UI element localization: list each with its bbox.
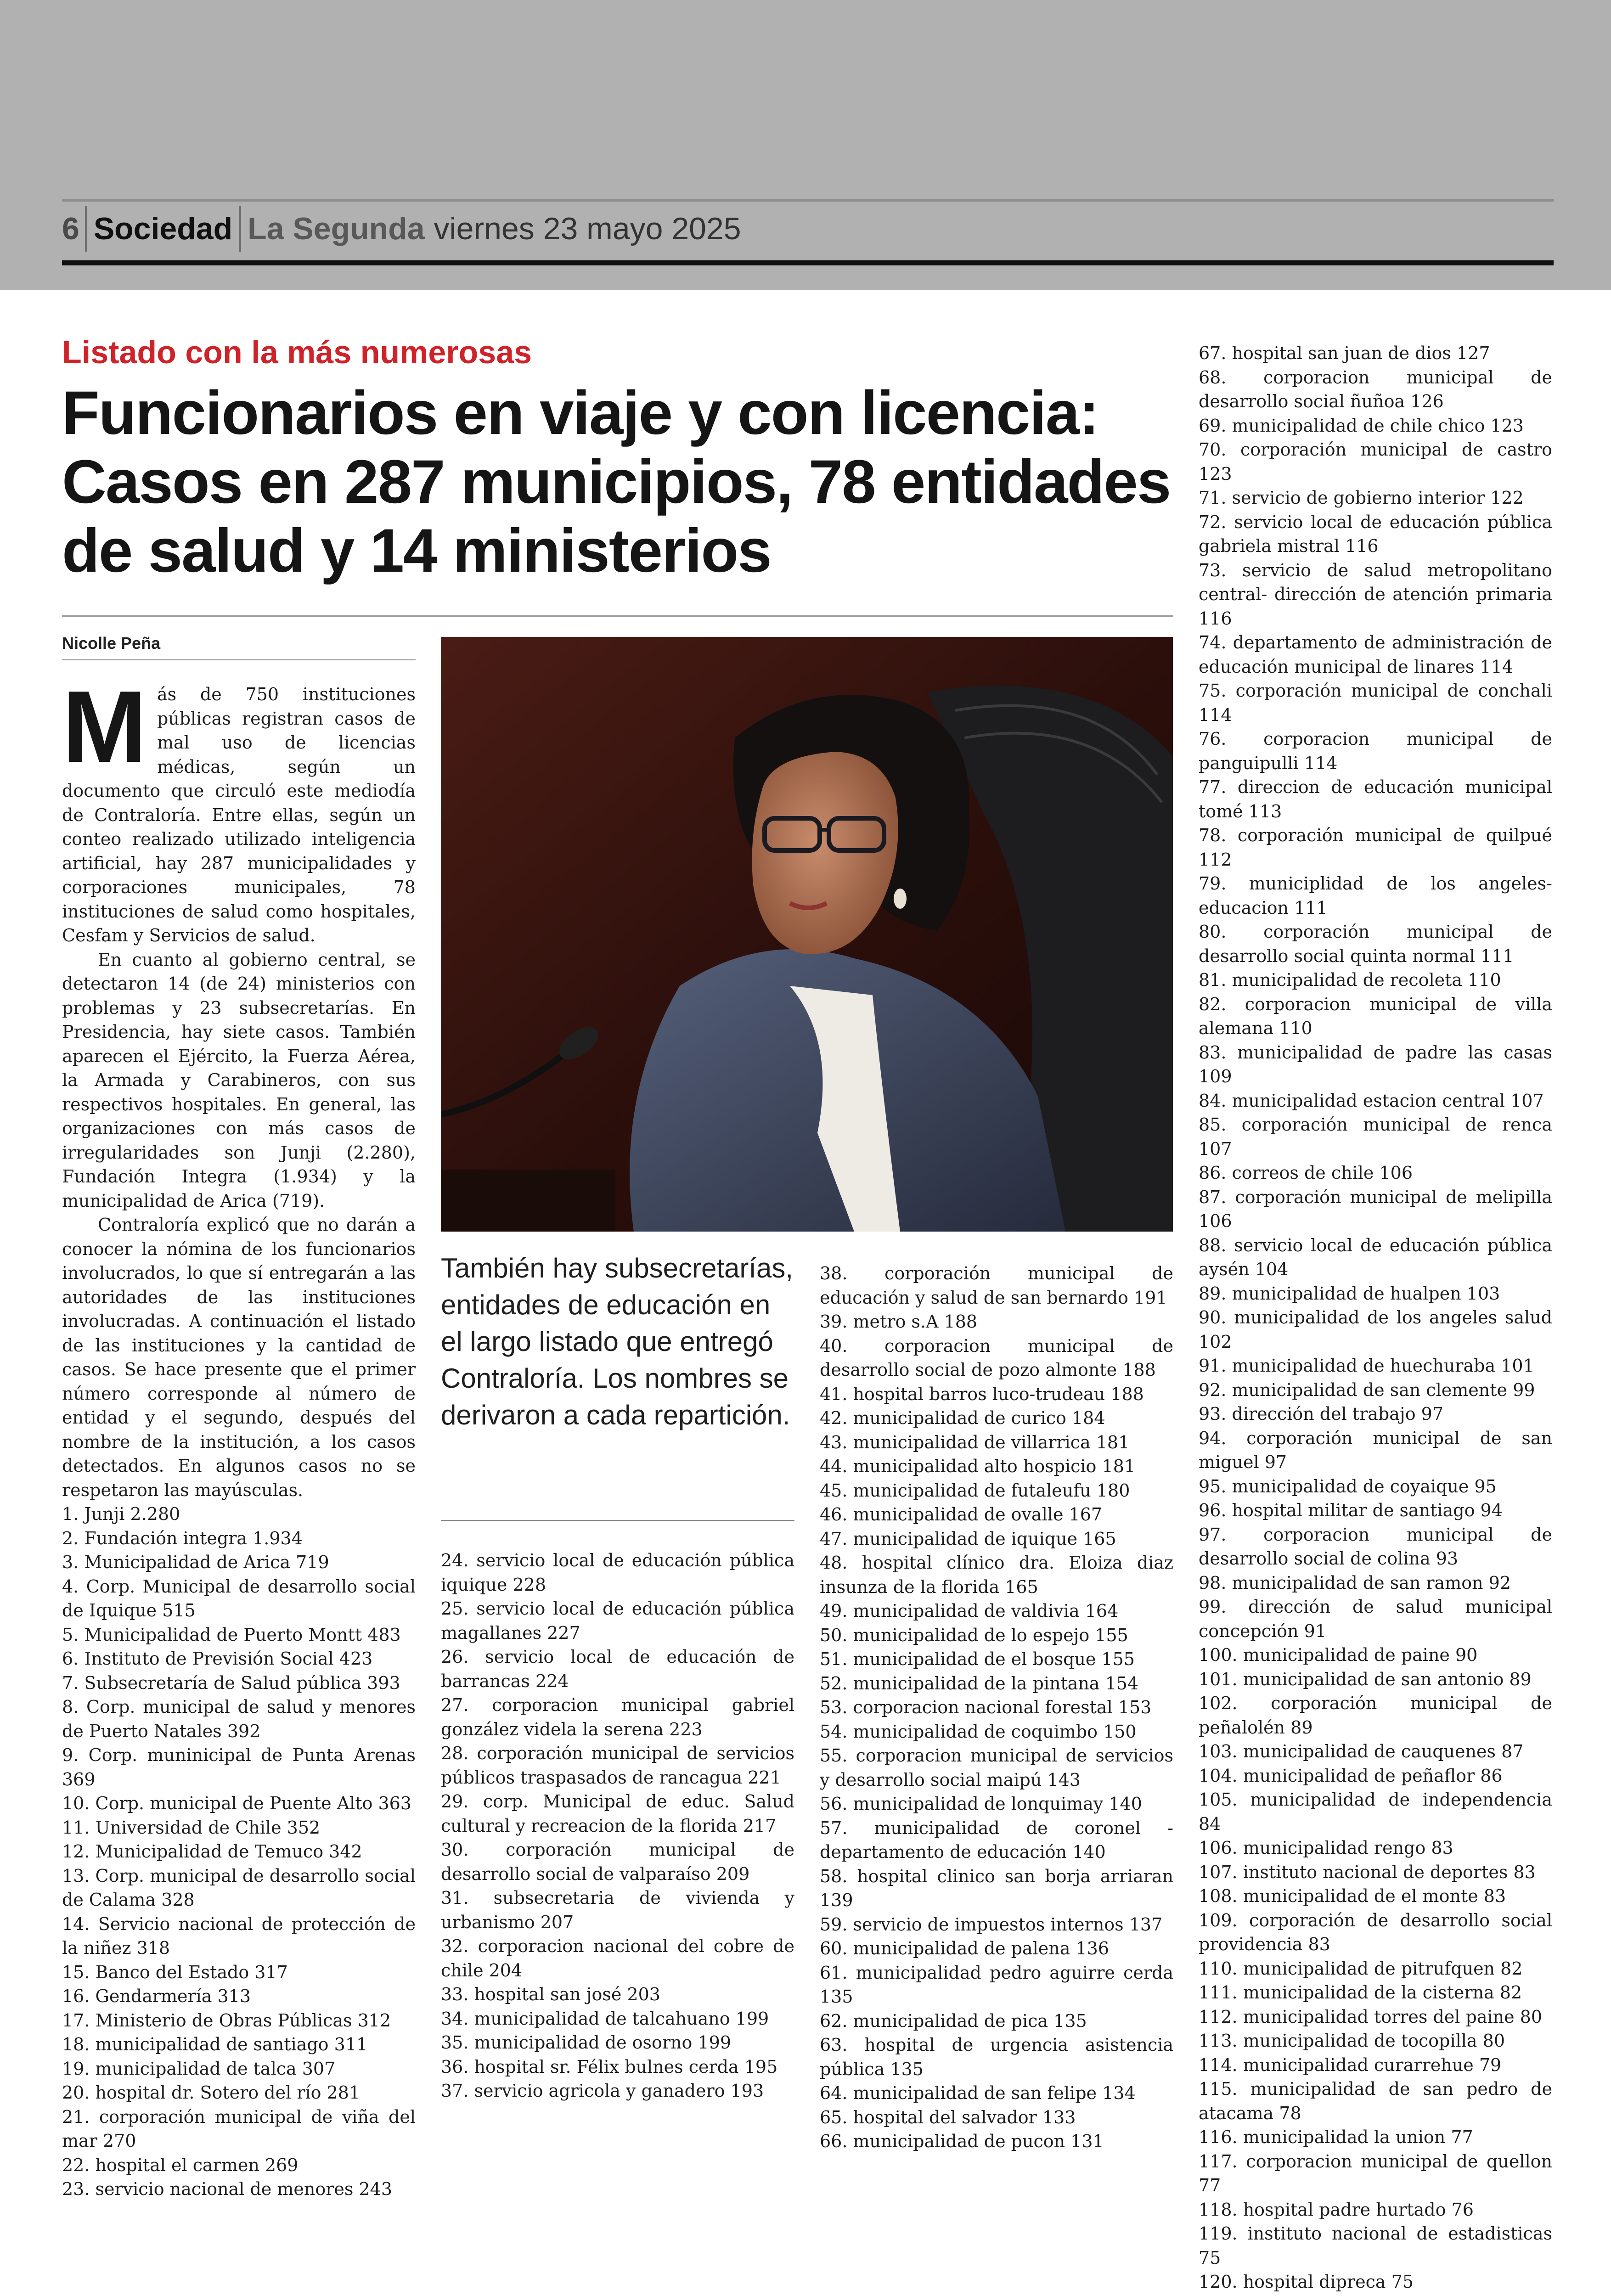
institution-list-item: 65. hospital del salvador 133 bbox=[820, 2105, 1173, 2130]
institution-list-item: 10. Corp. municipal de Puente Alto 363 bbox=[62, 1791, 416, 1816]
institution-list-item: 61. municipalidad pedro aguirre cerda 135 bbox=[820, 1961, 1173, 2009]
institution-list-item: 42. municipalidad de curico 184 bbox=[820, 1406, 1173, 1430]
institution-list-item: 19. municipalidad de talca 307 bbox=[62, 2057, 416, 2081]
institution-list-item: 17. Ministerio de Obras Públicas 312 bbox=[62, 2009, 416, 2033]
institution-list-item: 44. municipalidad alto hospicio 181 bbox=[820, 1454, 1173, 1479]
institution-list-item: 116. municipalidad la union 77 bbox=[1199, 2125, 1552, 2150]
institution-list-item: 12. Municipalidad de Temuco 342 bbox=[62, 1840, 416, 1864]
institution-list-item: 31. subsecretaria de vivienda y urbanismo 207 bbox=[441, 1886, 794, 1934]
institution-list-item: 109. corporación de desarrollo social providencia 83 bbox=[1199, 1908, 1552, 1957]
institution-list-item: 9. Corp. muninicipal de Punta Arenas 369 bbox=[62, 1743, 416, 1791]
institution-list-item: 93. dirección del trabajo 97 bbox=[1199, 1402, 1552, 1426]
institution-list-item: 54. municipalidad de coquimbo 150 bbox=[820, 1720, 1173, 1744]
institution-list-item: 7. Subsecretaría de Salud pública 393 bbox=[62, 1671, 416, 1695]
institution-list-item: 117. corporacion municipal de quellon 77 bbox=[1199, 2150, 1552, 2198]
institution-list-item: 99. dirección de salud municipal concepción 91 bbox=[1199, 1595, 1552, 1643]
paragraph-3: Contraloría explicó que no darán a conocer la nómina de los funcionarios involucrados, lo que sí entregarán a las autoridades de las instituciones involucradas. A continuación el listado de las instituciones y la cantidad de casos. Se hace presente que el primer número corresponde al número de entidad y el segundo, después del nombre de la institución, a los casos detectados. En algunos casos no se respetaron las mayúsculas. bbox=[62, 1213, 416, 1502]
paragraph-2: En cuanto al gobierno central, se detectaron 14 (de 24) ministerios con problemas y 23 subsecretarías. En Presidencia, hay siete casos. También aparecen el Ejército, la Fuerza Aérea, la Armada y Carabineros, con sus respectivos hospitales. En general, las organizaciones con más casos de irregularidades son Junji (2.280), Fundación Integra (1.934) y la municipalidad de Arica (719). bbox=[62, 948, 416, 1213]
institution-list-item: 43. municipalidad de villarrica 181 bbox=[820, 1430, 1173, 1455]
institution-list-item: 76. corporacion municipal de panguipulli 114 bbox=[1199, 727, 1552, 775]
institution-list-part-1 bbox=[62, 1502, 416, 2201]
institution-list-item: 79. municiplidad de los angeles-educacion 111 bbox=[1199, 872, 1552, 920]
institution-list-item: 67. hospital san juan de dios 127 bbox=[1199, 341, 1552, 366]
institution-list-item: 106. municipalidad rengo 83 bbox=[1199, 1836, 1552, 1860]
institution-list-item: 28. corporación municipal de servicios públicos traspasados de rancagua 221 bbox=[441, 1741, 794, 1790]
institution-list-item: 78. corporación municipal de quilpué 112 bbox=[1199, 823, 1552, 872]
institution-list-item: 103. municipalidad de cauquenes 87 bbox=[1199, 1739, 1552, 1764]
institution-list-item: 70. corporación municipal de castro 123 bbox=[1199, 438, 1552, 486]
institution-list-item: 23. servicio nacional de menores 243 bbox=[62, 2177, 416, 2201]
header-top-rule bbox=[62, 199, 1554, 202]
institution-list-item: 69. municipalidad de chile chico 123 bbox=[1199, 414, 1552, 438]
institution-list-item: 120. hospital dipreca 75 bbox=[1199, 2270, 1552, 2294]
institution-list-item: 85. corporación municipal de renca 107 bbox=[1199, 1113, 1552, 1161]
institution-list-item: 71. servicio de gobierno interior 122 bbox=[1199, 486, 1552, 510]
institution-list-item: 41. hospital barros luco-trudeau 188 bbox=[820, 1382, 1173, 1407]
institution-list-item: 91. municipalidad de huechuraba 101 bbox=[1199, 1354, 1552, 1378]
institution-list-item: 62. municipalidad de pica 135 bbox=[820, 2009, 1173, 2033]
institution-list-item: 112. municipalidad torres del paine 80 bbox=[1199, 2005, 1552, 2029]
header-folio bbox=[62, 206, 741, 252]
institution-list-item: 82. corporacion municipal de villa alemana 110 bbox=[1199, 992, 1552, 1041]
institution-list-item: 16. Gendarmería 313 bbox=[62, 1984, 416, 2009]
institution-list-item: 27. corporacion municipal gabriel gonzález videla la serena 223 bbox=[441, 1693, 794, 1741]
institution-list-item: 15. Banco del Estado 317 bbox=[62, 1960, 416, 1985]
institution-list-item: 38. corporación municipal de educación y salud de san bernardo 191 bbox=[820, 1261, 1173, 1310]
institution-list-item: 110. municipalidad de pitrufquen 82 bbox=[1199, 1957, 1552, 1981]
issue-date: viernes 23 mayo 2025 bbox=[425, 206, 741, 252]
paragraph-1 bbox=[62, 682, 416, 948]
caption-divider bbox=[441, 1520, 794, 1521]
institution-list-item: 33. hospital san josé 203 bbox=[441, 1982, 794, 2007]
institution-list-item: 13. Corp. municipal de desarrollo social de Calama 328 bbox=[62, 1864, 416, 1912]
byline-divider bbox=[62, 659, 416, 660]
institution-list-item: 39. metro s.A 188 bbox=[820, 1310, 1173, 1334]
institution-list-item: 94. corporación municipal de san miguel 97 bbox=[1199, 1426, 1552, 1474]
institution-list-item: 53. corporacion nacional forestal 153 bbox=[820, 1695, 1173, 1720]
institution-list-item bbox=[1199, 2294, 1552, 2296]
institution-list-item: 97. corporacion municipal de desarrollo social de colina 93 bbox=[1199, 1523, 1552, 1571]
institution-list-item: 50. municipalidad de lo espejo 155 bbox=[820, 1623, 1173, 1648]
institution-list-item: 29. corp. Municipal de educ. Salud cultural y recreacion de la florida 217 bbox=[441, 1790, 794, 1838]
article-kicker: Listado con la más numerosas bbox=[62, 332, 532, 373]
institution-list-item: 37. servicio agricola y ganadero 193 bbox=[441, 2079, 794, 2103]
institution-list-item: 14. Servicio nacional de protección de la niñez 318 bbox=[62, 1912, 416, 1960]
institution-list-item: 101. municipalidad de san antonio 89 bbox=[1199, 1667, 1552, 1692]
institution-list-item: 102. corporación municipal de peñalolén 89 bbox=[1199, 1691, 1552, 1739]
institution-list-item: 36. hospital sr. Félix bulnes cerda 195 bbox=[441, 2055, 794, 2079]
institution-list-item: 49. municipalidad de valdivia 164 bbox=[820, 1599, 1173, 1623]
institution-list-item: 60. municipalidad de palena 136 bbox=[820, 1936, 1173, 1961]
article-column-1 bbox=[62, 682, 416, 2201]
institution-list-item: 45. municipalidad de futaleufu 180 bbox=[820, 1479, 1173, 1503]
institution-list-item: 81. municipalidad de recoleta 110 bbox=[1199, 968, 1552, 992]
institution-list-item: 105. municipalidad de independencia 84 bbox=[1199, 1788, 1552, 1836]
institution-list-item: 2. Fundación integra 1.934 bbox=[62, 1526, 416, 1551]
institution-list-item: 90. municipalidad de los angeles salud 102 bbox=[1199, 1306, 1552, 1354]
institution-list-item: 119. instituto nacional de estadisticas 75 bbox=[1199, 2222, 1552, 2270]
institution-list-item: 46. municipalidad de ovalle 167 bbox=[820, 1503, 1173, 1527]
author-byline: Nicolle Peña bbox=[62, 632, 160, 655]
article-headline: Funcionarios en viaje y con licencia: Casos en 287 municipios, 78 entidades de salud y 14 ministerios bbox=[62, 379, 1173, 585]
header-bottom-rule bbox=[62, 260, 1554, 265]
section-name: Sociedad bbox=[87, 206, 241, 252]
institution-list-item: 115. municipalidad de san pedro de atacama 78 bbox=[1199, 2077, 1552, 2125]
institution-list-item: 108. municipalidad de el monte 83 bbox=[1199, 1884, 1552, 1908]
institution-list-item: 118. hospital padre hurtado 76 bbox=[1199, 2198, 1552, 2222]
institution-list-item: 77. direccion de educación municipal tomé 113 bbox=[1199, 775, 1552, 823]
institution-list-part-3 bbox=[820, 1261, 1173, 2154]
article-column-3 bbox=[820, 1261, 1173, 2154]
institution-list-item: 113. municipalidad de tocopilla 80 bbox=[1199, 2029, 1552, 2053]
institution-list-item: 88. servicio local de educación pública aysén 104 bbox=[1199, 1233, 1552, 1282]
institution-list-item: 114. municipalidad curarrehue 79 bbox=[1199, 2053, 1552, 2077]
institution-list-item: 55. corporacion municipal de servicios y desarrollo social maipú 143 bbox=[820, 1744, 1173, 1792]
institution-list-item: 8. Corp. municipal de salud y menores de Puerto Natales 392 bbox=[62, 1695, 416, 1743]
article-photo bbox=[441, 637, 1173, 1232]
institution-list-item: 30. corporación municipal de desarrollo social de valparaíso 209 bbox=[441, 1838, 794, 1886]
institution-list-item: 74. departamento de administración de educación municipal de linares 114 bbox=[1199, 630, 1552, 679]
photo-caption: También hay subsecretarías, entidades de educación en el largo listado que entregó Contraloría. Los nombres se derivaron a cada repartición. bbox=[441, 1250, 794, 1434]
institution-list-item: 48. hospital clínico dra. Eloiza diaz insunza de la florida 165 bbox=[820, 1551, 1173, 1599]
institution-list-item: 47. municipalidad de iquique 165 bbox=[820, 1527, 1173, 1551]
institution-list-item: 107. instituto nacional de deportes 83 bbox=[1199, 1860, 1552, 1885]
institution-list-item: 51. municipalidad de el bosque 155 bbox=[820, 1647, 1173, 1671]
institution-list-item: 89. municipalidad de hualpen 103 bbox=[1199, 1282, 1552, 1306]
institution-list-item: 25. servicio local de educación pública magallanes 227 bbox=[441, 1597, 794, 1645]
institution-list-item: 57. municipalidad de coronel - departamento de educación 140 bbox=[820, 1816, 1173, 1864]
headline-divider bbox=[62, 615, 1173, 617]
institution-list-item: 87. corporación municipal de melipilla 106 bbox=[1199, 1185, 1552, 1233]
institution-list-item: 63. hospital de urgencia asistencia pública 135 bbox=[820, 2033, 1173, 2081]
institution-list-item: 40. corporacion municipal de desarrollo social de pozo almonte 188 bbox=[820, 1334, 1173, 1382]
institution-list-item: 92. municipalidad de san clemente 99 bbox=[1199, 1378, 1552, 1402]
newspaper-name: La Segunda bbox=[241, 206, 424, 252]
institution-list-item: 75. corporación municipal de conchali 114 bbox=[1199, 679, 1552, 727]
paragraph-1-text: ás de 750 instituciones públicas registran casos de mal uso de licencias médicas, según un documento que circuló este mediodía de Contraloría. Entre ellas, según un conteo realizado utilizado inteligencia artificial, hay 287 municipalidades y corporaciones municipales, 78 instituciones de salud como hospitales, Cesfam y Servicios de salud. bbox=[62, 684, 416, 945]
institution-list-item: 56. municipalidad de lonquimay 140 bbox=[820, 1792, 1173, 1816]
institution-list-item: 104. municipalidad de peñaflor 86 bbox=[1199, 1764, 1552, 1788]
institution-list-item: 6. Instituto de Previsión Social 423 bbox=[62, 1647, 416, 1671]
institution-list-item: 83. municipalidad de padre las casas 109 bbox=[1199, 1041, 1552, 1089]
institution-list-item: 1. Junji 2.280 bbox=[62, 1502, 416, 1526]
institution-list-item: 21. corporación municipal de viña del mar 270 bbox=[62, 2105, 416, 2153]
institution-list-item: 4. Corp. Municipal de desarrollo social de Iquique 515 bbox=[62, 1575, 416, 1623]
institution-list-part-4 bbox=[1199, 341, 1552, 2296]
institution-list-item: 18. municipalidad de santiago 311 bbox=[62, 2032, 416, 2057]
institution-list-item: 20. hospital dr. Sotero del río 281 bbox=[62, 2081, 416, 2105]
institution-list-item: 100. municipalidad de paine 90 bbox=[1199, 1643, 1552, 1667]
institution-list-item: 26. servicio local de educación de barrancas 224 bbox=[441, 1645, 794, 1693]
institution-list-item: 24. servicio local de educación pública iquique 228 bbox=[441, 1548, 794, 1597]
institution-list-item: 66. municipalidad de pucon 131 bbox=[820, 2129, 1173, 2154]
institution-list-item: 72. servicio local de educación pública gabriela mistral 116 bbox=[1199, 510, 1552, 558]
institution-list-item: 5. Municipalidad de Puerto Montt 483 bbox=[62, 1623, 416, 1647]
institution-list-item: 98. municipalidad de san ramon 92 bbox=[1199, 1571, 1552, 1595]
article-column-2-lower bbox=[441, 1548, 794, 2103]
institution-list-item: 95. municipalidad de coyaique 95 bbox=[1199, 1474, 1552, 1499]
institution-list-item: 111. municipalidad de la cisterna 82 bbox=[1199, 1981, 1552, 2005]
institution-list-item: 52. municipalidad de la pintana 154 bbox=[820, 1671, 1173, 1696]
photo-illustration bbox=[441, 637, 1173, 1232]
page-header-band bbox=[0, 0, 1611, 290]
institution-list-item: 59. servicio de impuestos internos 137 bbox=[820, 1913, 1173, 1937]
institution-list-item: 84. municipalidad estacion central 107 bbox=[1199, 1089, 1552, 1113]
drop-cap: M bbox=[62, 688, 147, 766]
institution-list-item: 34. municipalidad de talcahuano 199 bbox=[441, 2007, 794, 2031]
institution-list-item: 22. hospital el carmen 269 bbox=[62, 2153, 416, 2178]
institution-list-item: 80. corporación municipal de desarrollo social quinta normal 111 bbox=[1199, 920, 1552, 968]
institution-list-item: 11. Universidad de Chile 352 bbox=[62, 1816, 416, 1840]
institution-list-item: 64. municipalidad de san felipe 134 bbox=[820, 2081, 1173, 2105]
institution-list-item: 86. correos de chile 106 bbox=[1199, 1161, 1552, 1185]
article-column-4 bbox=[1199, 341, 1552, 2296]
institution-list-item: 35. municipalidad de osorno 199 bbox=[441, 2031, 794, 2055]
institution-list-item: 32. corporacion nacional del cobre de chile 204 bbox=[441, 1934, 794, 1982]
page-number: 6 bbox=[62, 206, 87, 252]
institution-list-item: 96. hospital militar de santiago 94 bbox=[1199, 1498, 1552, 1523]
institution-list-item: 3. Municipalidad de Arica 719 bbox=[62, 1550, 416, 1575]
institution-list-part-2 bbox=[441, 1548, 794, 2103]
institution-list-item: 68. corporacion municipal de desarrollo social ñuñoa 126 bbox=[1199, 366, 1552, 414]
institution-list-item: 58. hospital clinico san borja arriaran 139 bbox=[820, 1864, 1173, 1913]
institution-list-item: 73. servicio de salud metropolitano central- dirección de atención primaria 116 bbox=[1199, 558, 1552, 631]
